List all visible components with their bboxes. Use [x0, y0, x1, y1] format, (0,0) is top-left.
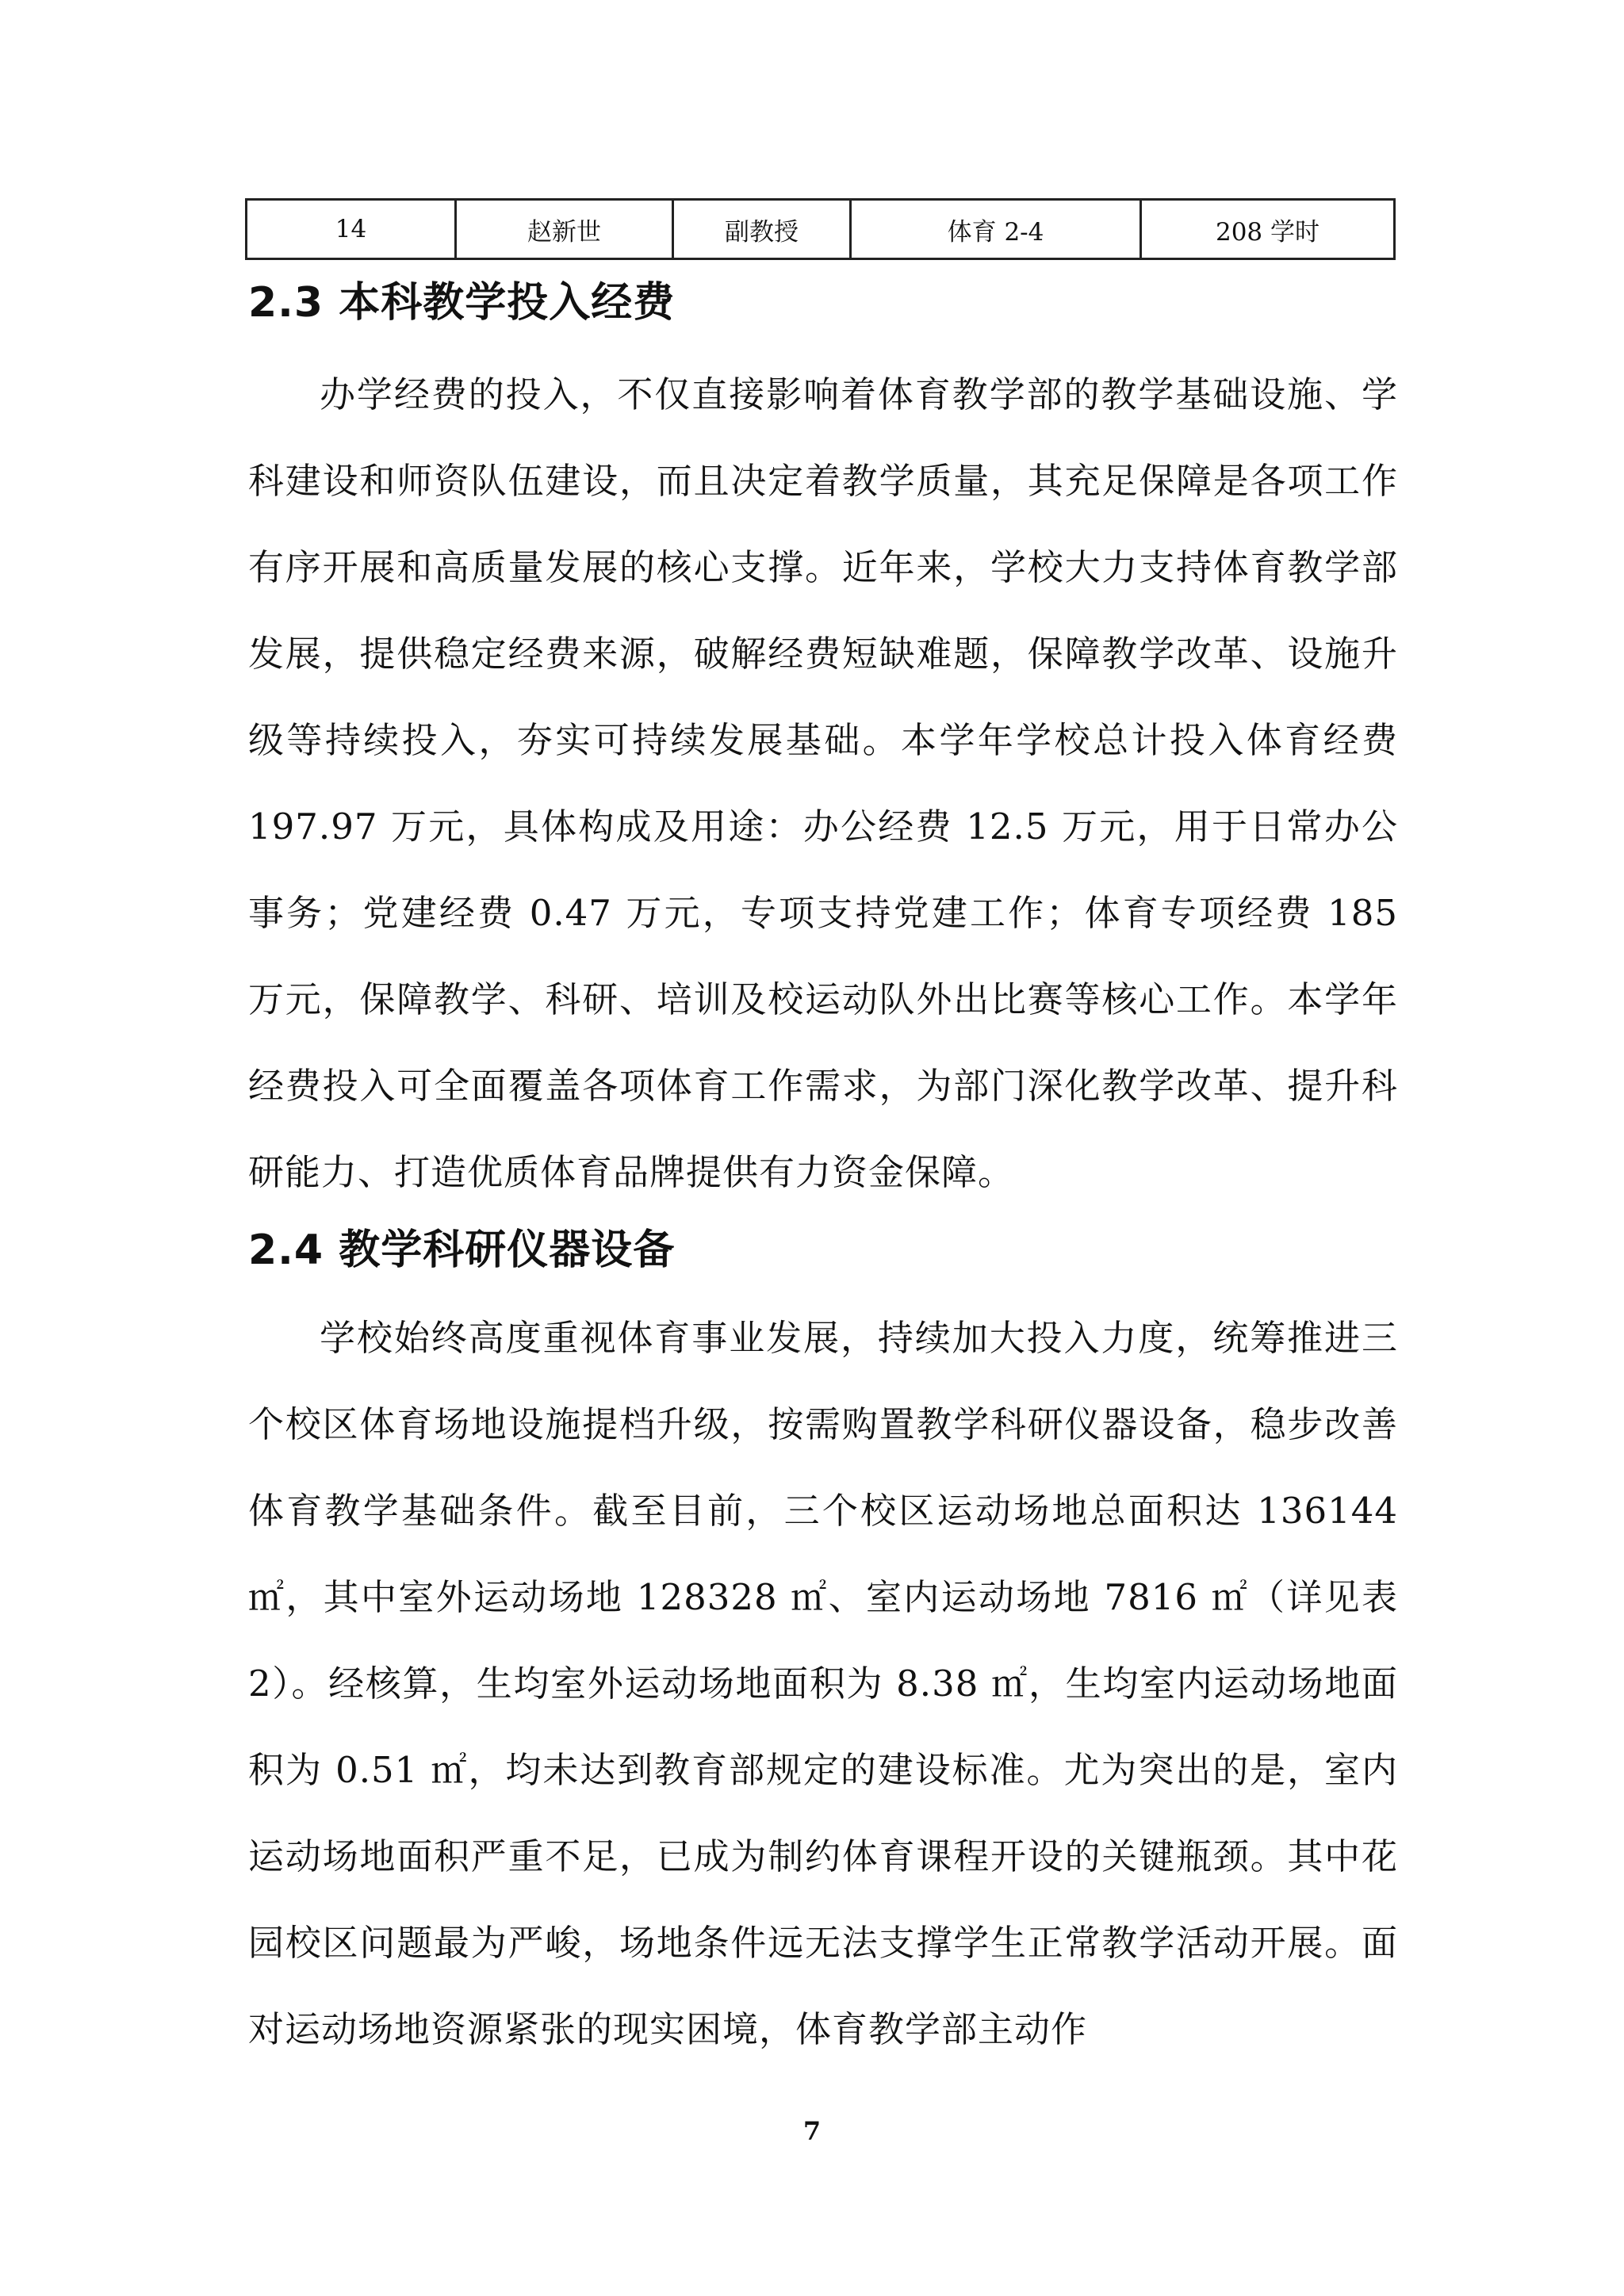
table-row — [247, 200, 1395, 259]
faculty-table-row — [245, 198, 1396, 260]
section-heading-2-3: 2.3 本科教学投入经费 — [248, 279, 676, 327]
cell-course: 体育 2-4 — [851, 200, 1141, 259]
page-number: 7 — [802, 2116, 822, 2146]
section-body-2-4: 学校始终高度重视体育事业发展，持续加大投入力度，统筹推进三个校区体育场地设施提档升级，按需购置教学科研仪器设备，稳步改善体育教学基础条件。截至目前，三个校区运动场地总面积达 136144 ㎡，其中室外运动场地 128328 ㎡、室内运动场地 7816 ㎡（详见表 2）。经核算，生均室外运动场地面积为 8.38 ㎡，生均室内运动场地面积为 0.51 ㎡，均未达到教育部规定的建设标准。尤为突出的是，室内运动场地面积严重不足，已成为制约体育课程开设的关键瓶颈。其中花园校区问题最为严峻，场地条件远无法支撑学生正常教学活动开展。面对运动场地资源紧张的现实困境，体育教学部主动作 — [248, 1317, 1398, 2050]
cell-number: 14 — [247, 200, 456, 259]
cell-title: 副教授 — [673, 200, 851, 259]
section-heading-2-4: 2.4 教学科研仪器设备 — [248, 1226, 676, 1274]
cell-name: 赵新世 — [456, 200, 673, 259]
cell-hours: 208 学时 — [1141, 200, 1395, 259]
section-body-2-3: 办学经费的投入，不仅直接影响着体育教学部的教学基础设施、学科建设和师资队伍建设，而且决定着教学质量，其充足保障是各项工作有序开展和高质量发展的核心支撑。近年来，学校大力支持体育教学部发展，提供稳定经费来源，破解经费短缺难题，保障教学改革、设施升级等持续投入，夯实可持续发展基础。本学年学校总计投入体育经费 197.97 万元，具体构成及用途：办公经费 12.5 万元，用于日常办公事务；党建经费 0.47 万元，专项支持党建工作；体育专项经费 185 万元，保障教学、科研、培训及校运动队外出比赛等核心工作。本学年经费投入可全面覆盖各项体育工作需求，为部门深化教学改革、提升科研能力、打造优质体育品牌提供有力资金保障。 — [248, 373, 1398, 1193]
